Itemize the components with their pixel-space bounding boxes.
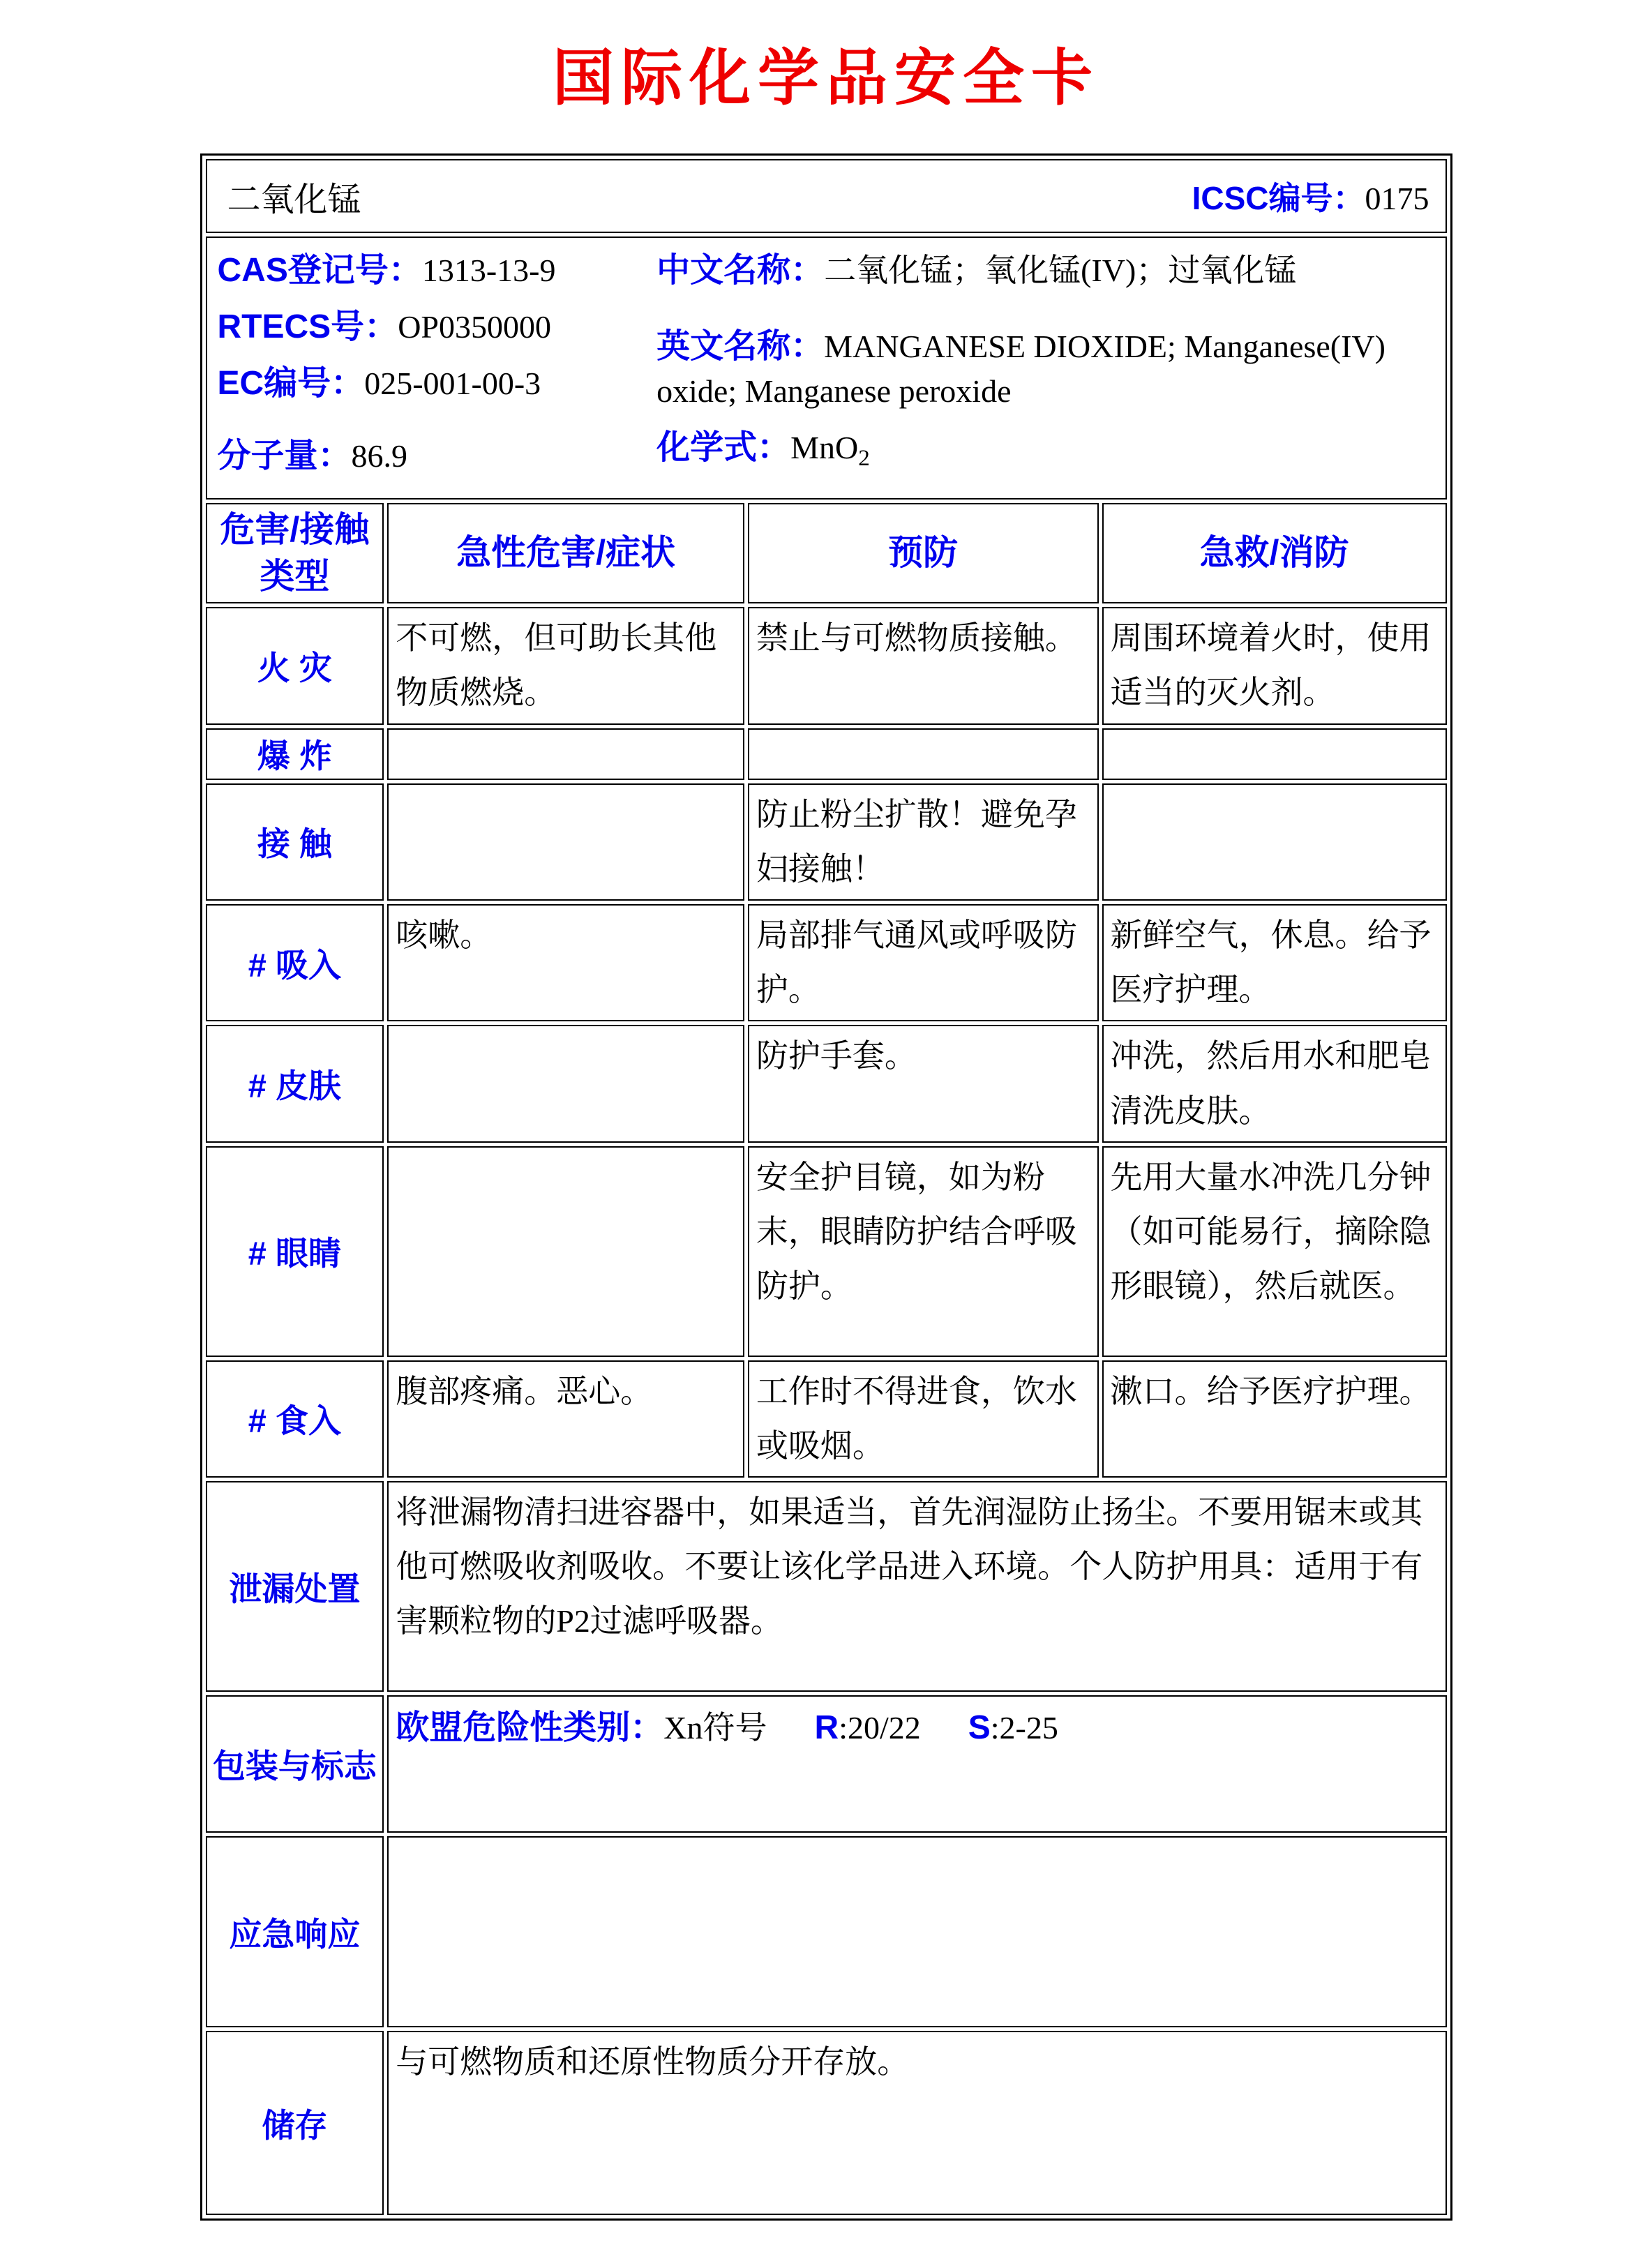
identifier-list [218, 248, 657, 490]
rtecs-label: RTECS号： [217, 308, 398, 345]
explosion-symptoms [387, 728, 744, 780]
exposure-response [1102, 783, 1447, 901]
chinese-name-label: 中文名称： [656, 252, 825, 289]
cas-label: CAS登记号： [217, 252, 422, 289]
english-name-value: MANGANESE DIOXIDE; Manganese(IV) oxide; Manganese peroxide [656, 328, 1386, 409]
cas-line [218, 248, 657, 294]
header-hazard-type: 危害/接触类型 [206, 503, 384, 603]
row-label-spillage: 泄漏处置 [206, 1481, 384, 1692]
r-phrase-value: :20/22 [839, 1710, 921, 1746]
row-label-explosion: 爆 炸 [206, 728, 384, 780]
row-label-fire: 火 灾 [206, 607, 384, 724]
table-row-spillage [206, 1481, 1447, 1692]
ec-label: EC编号： [217, 364, 365, 402]
formula-subscript: 2 [858, 444, 870, 471]
row-label-exposure: 接 触 [206, 783, 384, 901]
s-phrase-value: :2-25 [990, 1710, 1058, 1746]
substance-name: 二氧化锰 [227, 181, 361, 218]
inhalation-symptoms: 咳嗽。 [387, 904, 744, 1021]
table-row-emergency [206, 1836, 1447, 2027]
table-row-ingestion [206, 1360, 1447, 1478]
inhalation-response: 新鲜空气，休息。给予医疗护理。 [1102, 904, 1447, 1021]
inhalation-prevention: 局部排气通风或呼吸防护。 [748, 904, 1099, 1021]
english-name-label: 英文名称： [656, 327, 825, 365]
row-label-emergency: 应急响应 [206, 1836, 384, 2027]
table-row-fire [206, 607, 1447, 724]
ingestion-symptoms: 腹部疼痛。恶心。 [387, 1360, 744, 1478]
explosion-prevention [748, 728, 1099, 780]
row-label-inhalation: # 吸入 [206, 904, 384, 1021]
header-first-aid: 急救/消防 [1102, 503, 1447, 603]
ingestion-prevention: 工作时不得进食，饮水或吸烟。 [748, 1360, 1099, 1478]
storage-content: 与可燃物质和还原性物质分开存放。 [387, 2031, 1446, 2215]
row-label-storage: 储存 [206, 2031, 384, 2215]
exposure-prevention: 防止粉尘扩散！避免孕妇接触！ [748, 783, 1099, 901]
formula-value: MnO$_2$ [790, 429, 870, 471]
xn-symbol-value: Xn符号 [663, 1710, 767, 1746]
eyes-prevention: 安全护目镜，如为粉末，眼睛防护结合呼吸防护。 [748, 1146, 1099, 1357]
header-prevention: 预防 [748, 503, 1099, 603]
ingestion-response: 漱口。给予医疗护理。 [1102, 1360, 1447, 1478]
rtecs-line [218, 305, 657, 350]
safety-card-table [200, 153, 1452, 2221]
molecular-weight-line [218, 434, 657, 479]
name-list [656, 248, 1437, 490]
s-phrase-label: S [968, 1709, 991, 1747]
icsc-number: 0175 [1365, 181, 1429, 216]
table-row-storage [206, 2031, 1447, 2215]
eyes-response: 先用大量水冲洗几分钟（如可能易行，摘除隐形眼镜），然后就医。 [1102, 1146, 1447, 1357]
table-row-explosion [206, 728, 1447, 780]
eu-hazard-class-label: 欧盟危险性类别： [396, 1709, 664, 1747]
identification-section [206, 236, 1447, 500]
skin-prevention: 防护手套。 [748, 1025, 1099, 1142]
formula-line [656, 426, 1437, 474]
row-label-skin: # 皮肤 [206, 1025, 384, 1142]
formula-label: 化学式： [656, 428, 791, 466]
fire-symptoms: 不可燃，但可助长其他物质燃烧。 [387, 607, 744, 724]
row-label-eyes: # 眼睛 [206, 1146, 384, 1357]
icsc-number-group [1192, 173, 1429, 219]
table-row-exposure [206, 783, 1447, 901]
english-name-line [656, 324, 1437, 413]
r-phrase-label: R [814, 1709, 839, 1747]
molecular-weight-label: 分子量： [217, 437, 352, 475]
rtecs-value: OP0350000 [398, 308, 551, 345]
chinese-name-value: 二氧化锰；氧化锰(IV)；过氧化锰 [824, 253, 1297, 288]
table-row-eyes [206, 1146, 1447, 1357]
icsc-label: ICSC编号： [1192, 180, 1365, 216]
card-title-row [206, 159, 1447, 233]
skin-symptoms [387, 1025, 744, 1142]
explosion-response [1102, 728, 1447, 780]
table-row-packaging [206, 1695, 1447, 1833]
exposure-symptoms [387, 783, 744, 901]
packaging-content [387, 1695, 1446, 1833]
skin-response: 冲洗，然后用水和肥皂清洗皮肤。 [1102, 1025, 1447, 1142]
row-label-packaging: 包装与标志 [206, 1695, 384, 1833]
chinese-name-line [656, 248, 1437, 294]
cas-value: 1313-13-9 [421, 253, 556, 288]
row-label-ingestion: # 食入 [206, 1360, 384, 1478]
fire-response: 周围环境着火时，使用适当的灭火剂。 [1102, 607, 1447, 724]
molecular-weight-value: 86.9 [351, 438, 408, 474]
spillage-content: 将泄漏物清扫进容器中，如果适当，首先润湿防止扬尘。不要用锯末或其他可燃吸收剂吸收。不要让该化学品进入环境。个人防护用具：适用于有害颗粒物的P2过滤呼吸器。 [387, 1481, 1446, 1692]
eyes-symptoms [387, 1146, 744, 1357]
ec-value: 025-001-00-3 [364, 365, 541, 401]
ec-line [218, 361, 657, 407]
fire-prevention: 禁止与可燃物质接触。 [748, 607, 1099, 724]
header-acute-hazards: 急性危害/症状 [387, 503, 744, 603]
table-row-inhalation [206, 904, 1447, 1021]
emergency-content [387, 1836, 1446, 2027]
page-title: 国际化学品安全卡 [552, 45, 1099, 113]
table-row-skin [206, 1025, 1447, 1142]
